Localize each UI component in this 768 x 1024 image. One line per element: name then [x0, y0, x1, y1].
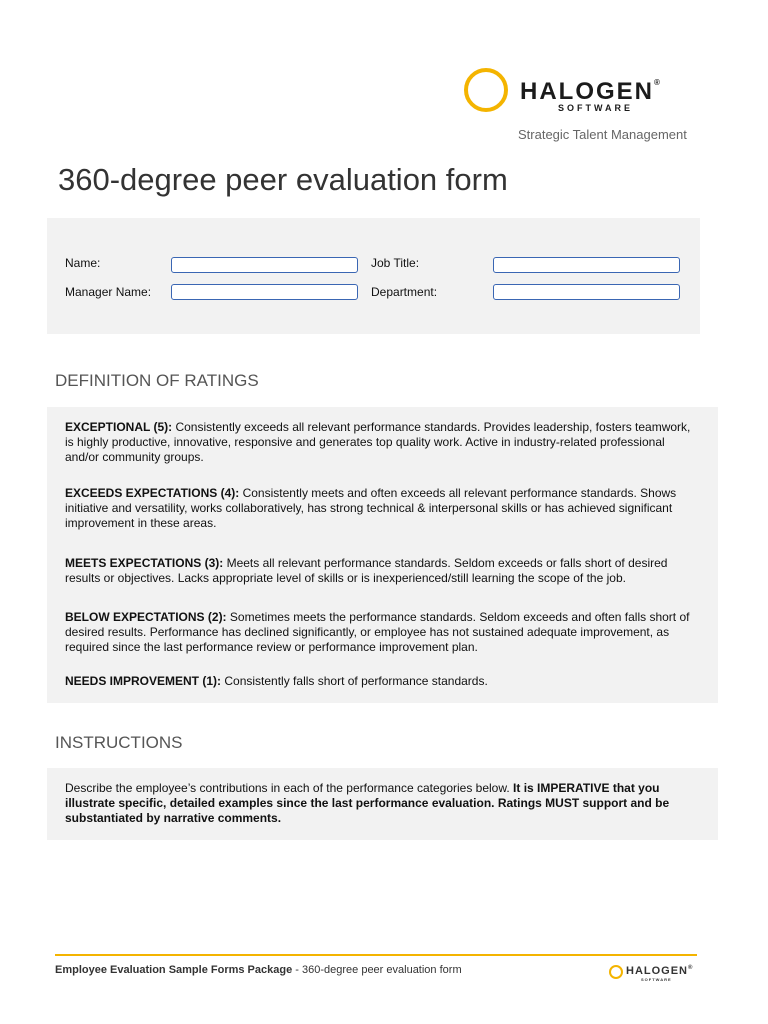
instructions-panel: [47, 768, 718, 840]
rating-exceptional: EXCEPTIONAL (5): Consistently exceeds all relevant performance standards. Provides leadership, fosters teamwork, is highly productive, innovative, responsive and generates top quality work. Active in industry-related professional and/or community groups.: [65, 420, 691, 464]
manager-name-label: Manager Name:: [65, 285, 152, 299]
ratings-heading: DEFINITION OF RATINGS: [55, 371, 259, 390]
footer-logo-wordmark: HALOGEN®: [626, 965, 694, 977]
rating-below: BELOW EXPECTATIONS (2): Sometimes meets the performance standards. Seldom exceeds and often falls short of desired results. Performance has declined significantly, or employee has not sustained adequate improvement, as required since the last performance review or performance improvement plan.: [65, 610, 690, 654]
manager-name-input[interactable]: [171, 284, 358, 300]
department-input[interactable]: [493, 284, 680, 300]
footer-ring-icon: [608, 963, 626, 981]
instructions-heading: INSTRUCTIONS: [55, 733, 183, 752]
rating-meets: MEETS EXPECTATIONS (3): Meets all relevant performance standards. Seldom exceeds or falls short of desired results or objectives. Lacks appropriate level of skills or is inexperienced/still learning the scope of the job.: [65, 556, 668, 585]
job-title-label: Job Title:: [371, 256, 420, 270]
logo-wordmark: HALOGEN®: [520, 78, 660, 105]
page-title: 360-degree peer evaluation form: [58, 162, 508, 197]
instructions-text: Describe the employee’s contributions in each of the performance categories below. It is IMPERATIVE that you illustrate specific, detailed examples since the last performance evaluation. Ratings MUST support and be substantiated by narrative comments.: [65, 781, 670, 825]
brand-tagline: Strategic Talent Management: [518, 127, 687, 142]
rating-needs-improvement: NEEDS IMPROVEMENT (1): Consistently falls short of performance standards.: [65, 674, 488, 688]
employee-info-panel: [47, 218, 700, 334]
footer-caption: Employee Evaluation Sample Forms Package - 360-degree peer evaluation form: [55, 964, 462, 976]
name-input[interactable]: [171, 257, 358, 273]
ratings-panel: [47, 407, 718, 703]
footer-divider: [55, 954, 697, 956]
logo-subtext: SOFTWARE: [558, 103, 633, 113]
job-title-input[interactable]: [493, 257, 680, 273]
department-label: Department:: [371, 285, 438, 299]
rating-exceeds: EXCEEDS EXPECTATIONS (4): Consistently meets and often exceeds all relevant performance standards. Shows initiative and versatility, works collaboratively, has strong technical & interpersonal skills or has achieved significant improvement in these areas.: [65, 486, 677, 530]
footer-logo: [608, 963, 698, 983]
halogen-ring-icon: [462, 66, 518, 122]
name-label: Name:: [65, 256, 101, 270]
footer-logo-subtext: SOFTWARE: [641, 977, 672, 982]
